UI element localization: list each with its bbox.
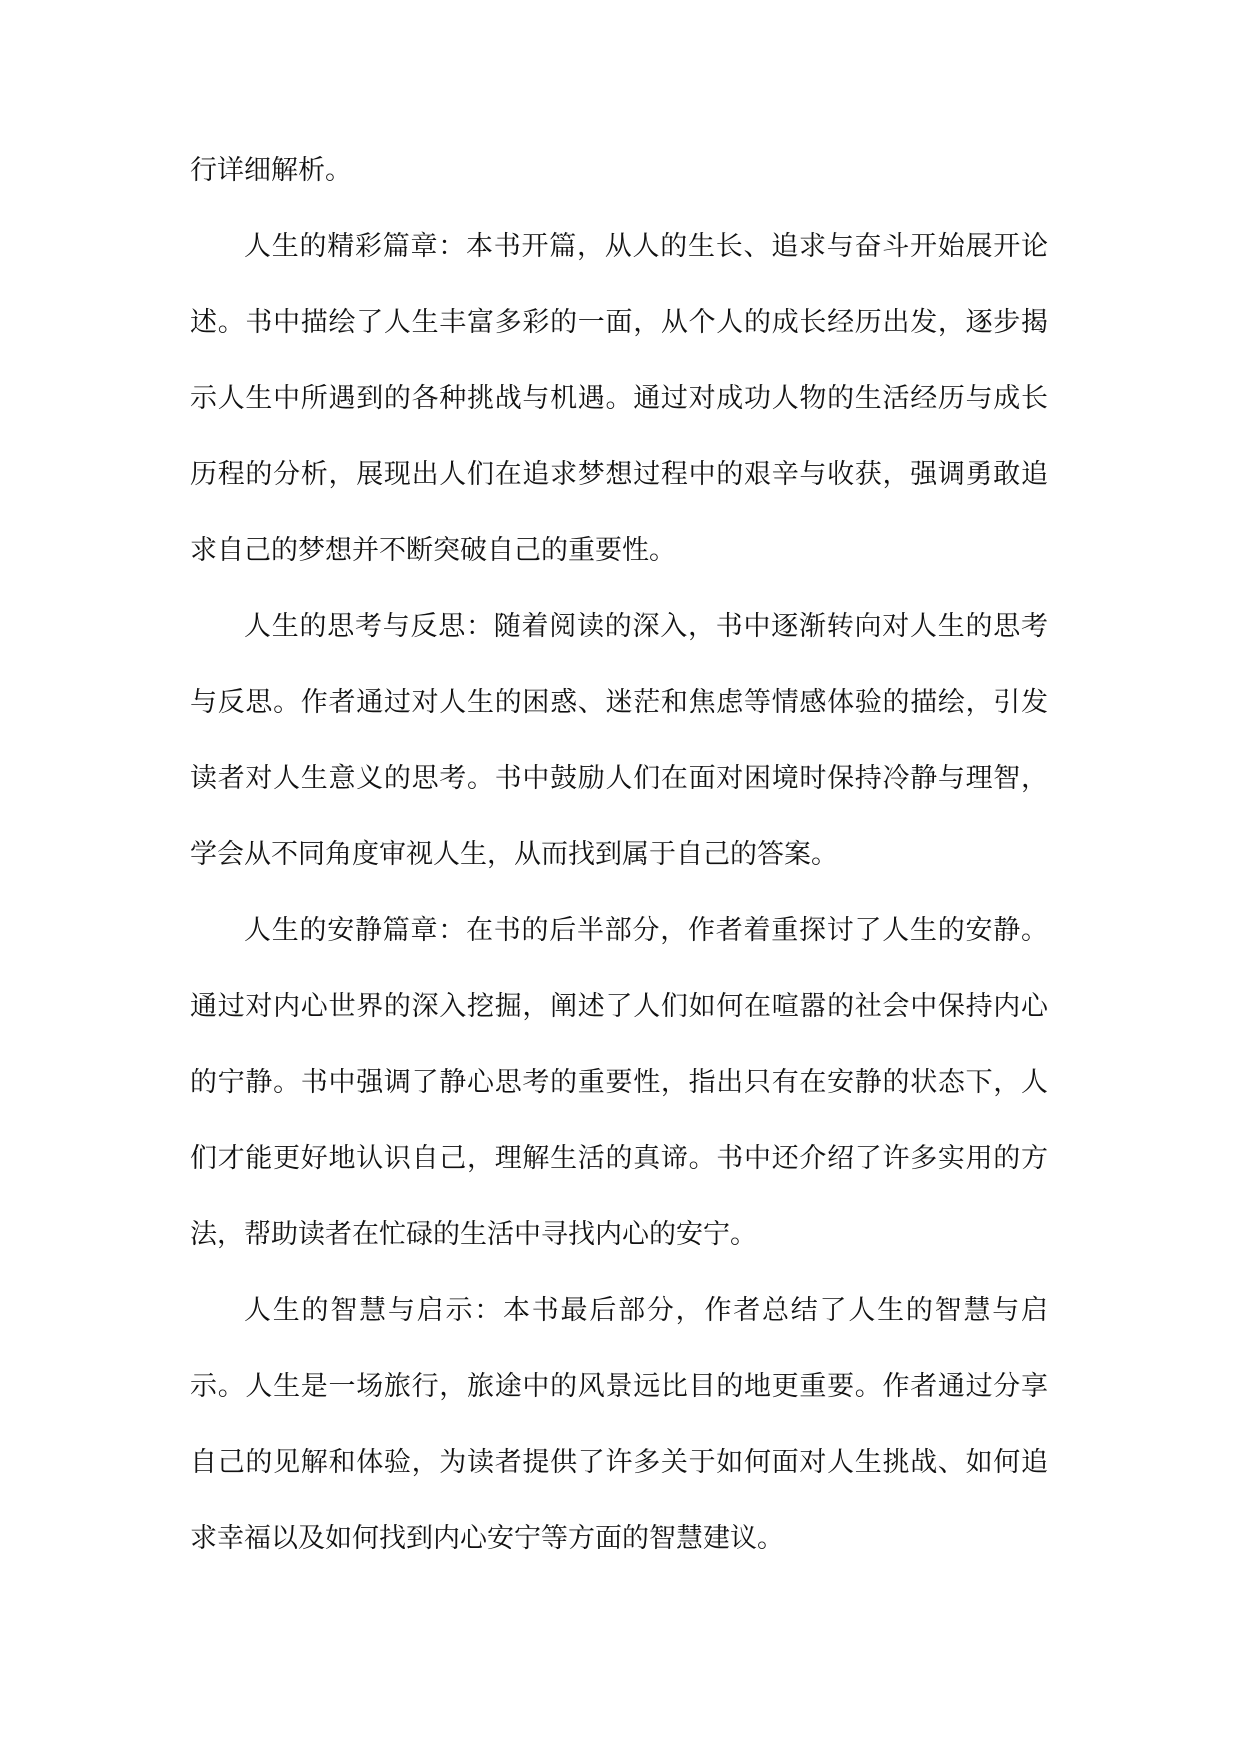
paragraph-life-highlights: 人生的精彩篇章：本书开篇，从人的生长、追求与奋斗开始展开论述。书中描绘了人生丰富多彩的一面，从个人的成长经历出发，逐步揭示人生中所遇到的各种挑战与机遇。通过对成功人物的生活经历与成长历程的分析，展现出人们在追求梦想过程中的艰辛与收获，强调勇敢追求自己的梦想并不断突破自己的重要性。 xyxy=(190,231,1048,566)
paragraph-continuation: 行详细解析。 xyxy=(190,155,352,186)
paragraph-life-quiet: 人生的安静篇章：在书的后半部分，作者着重探讨了人生的安静。通过对内心世界的深入挖掘，阐述了人们如何在喧嚣的社会中保持内心的宁静。书中强调了静心思考的重要性，指出只有在安静的状态下，人们才能更好地认识自己，理解生活的真谛。书中还介绍了许多实用的方法，帮助读者在忙碌的生活中寻找内心的安宁。 xyxy=(190,915,1048,1250)
document-body xyxy=(190,133,1048,1577)
paragraph-life-reflection: 人生的思考与反思：随着阅读的深入，书中逐渐转向对人生的思考与反思。作者通过对人生的困惑、迷茫和焦虑等情感体验的描绘，引发读者对人生意义的思考。书中鼓励人们在面对困境时保持冷静与理智，学会从不同角度审视人生，从而找到属于自己的答案。 xyxy=(190,611,1048,870)
paragraph-life-wisdom: 人生的智慧与启示：本书最后部分，作者总结了人生的智慧与启示。人生是一场旅行，旅途中的风景远比目的地更重要。作者通过分享自己的见解和体验，为读者提供了许多关于如何面对人生挑战、如何追求幸福以及如何找到内心安宁等方面的智慧建议。 xyxy=(190,1295,1048,1554)
